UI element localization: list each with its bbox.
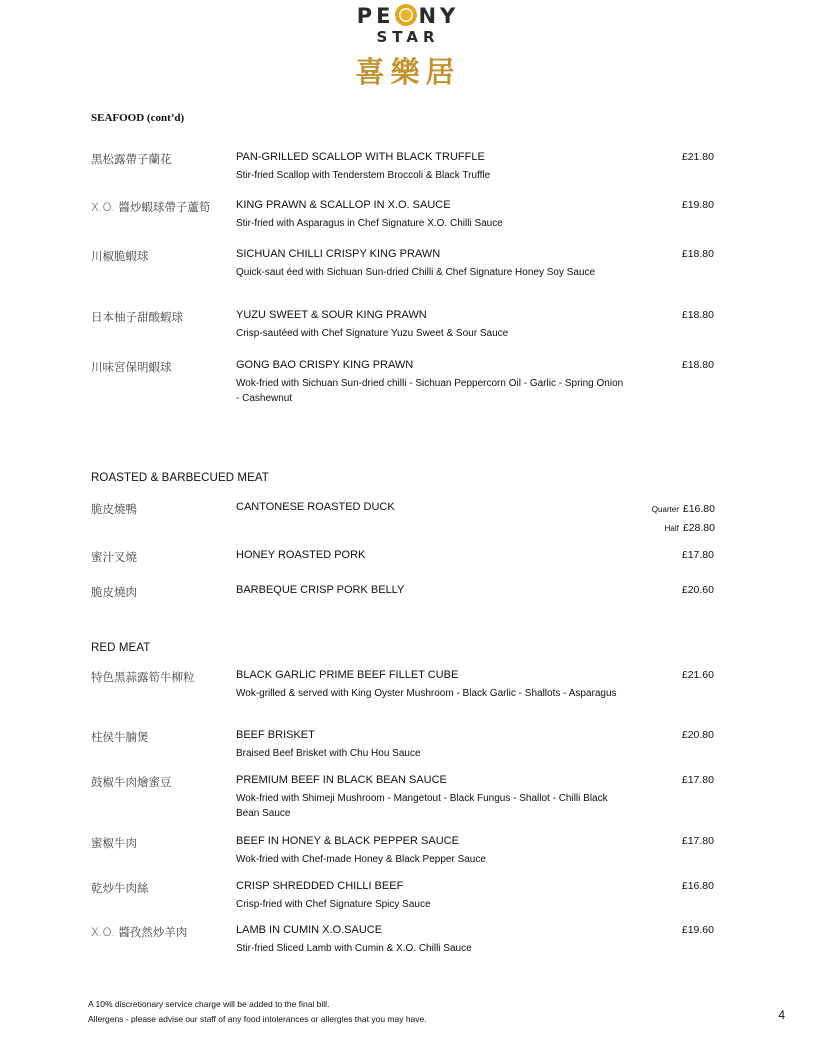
- item-price: £17.80: [681, 549, 714, 561]
- item-name: BARBEQUE CRISP PORK BELLY: [236, 584, 405, 596]
- item-name: YUZU SWEET & SOUR KING PRAWN: [236, 309, 427, 321]
- item-name: PAN-GRILLED SCALLOP WITH BLACK TRUFFLE: [236, 151, 485, 163]
- item-price: £20.60: [681, 584, 714, 596]
- item-description: Crisp-fried with Chef Signature Spicy Sauce: [236, 899, 431, 910]
- item-chinese-name: 特色黑蒜露筍牛柳粒: [91, 670, 195, 684]
- section-title-seafood: SEAFOOD (cont’d): [91, 112, 185, 124]
- item-price: £21.60: [681, 669, 714, 681]
- item-description: Wok-grilled & served with King Oyster Mushroom - Black Garlic - Shallots - Asparagus: [236, 688, 617, 699]
- item-name: BEEF IN HONEY & BLACK PEPPER SAUCE: [236, 835, 459, 847]
- item-name: CANTONESE ROASTED DUCK: [236, 501, 395, 513]
- portion-label: Quarter: [651, 505, 679, 514]
- item-description: Stir-fried Sliced Lamb with Cumin & X.O. Chilli Sauce: [236, 943, 472, 954]
- section-title-red-meat: RED MEAT: [91, 642, 151, 654]
- peony-flower-icon: [395, 4, 417, 26]
- item-price: £18.80: [681, 309, 714, 321]
- page-number: 4: [778, 1008, 785, 1022]
- item-price: £16.80: [681, 880, 714, 892]
- item-name: SICHUAN CHILLI CRISPY KING PRAWN: [236, 248, 441, 260]
- item-name: LAMB IN CUMIN X.O.SAUCE: [236, 924, 383, 936]
- item-chinese-name: 川味宮保明蝦球: [91, 360, 172, 374]
- item-price: £20.80: [681, 729, 714, 741]
- item-name: BEEF BRISKET: [236, 729, 315, 741]
- item-chinese-name: X.O. 醬炒蝦球帶子蘆筍: [91, 200, 211, 214]
- item-price-half: [665, 522, 715, 534]
- item-price-quarter: [652, 503, 715, 515]
- item-chinese-name: X.O. 醬孜然炒羊肉: [91, 925, 188, 939]
- footer-notes: [88, 997, 427, 1027]
- portion-price: £28.80: [682, 522, 715, 534]
- portion-label: Half: [664, 524, 679, 533]
- item-name: HONEY ROASTED PORK: [236, 549, 366, 561]
- item-chinese-name: 黑松露帶子蘭花: [91, 152, 172, 166]
- item-chinese-name: 蜜椒牛肉: [91, 836, 137, 850]
- item-name: KING PRAWN & SCALLOP IN X.O. SAUCE: [236, 199, 451, 211]
- item-chinese-name: 脆皮燒鴨: [91, 502, 137, 516]
- item-name: GONG BAO CRISPY KING PRAWN: [236, 359, 414, 371]
- item-description: Stir-fried with Asparagus in Chef Signature X.O. Chilli Sauce: [236, 218, 503, 229]
- item-description: Wok-fried with Shimeji Mushroom - Mangetout - Black Fungus - Shallot - Chilli Black Bean Sauce: [236, 793, 608, 819]
- item-description: Wok-fried with Sichuan Sun-dried chilli - Sichuan Peppercorn Oil - Garlic - Spring Onion - Cashewnut: [236, 378, 624, 404]
- service-charge-note: A 10% discretionary service charge will be added to the final bill.: [88, 999, 330, 1009]
- section-title-roasted: ROASTED & BARBECUED MEAT: [91, 472, 269, 484]
- item-price: £17.80: [681, 835, 714, 847]
- item-description: Crisp-sautéed with Chef Signature Yuzu Sweet & Sour Sauce: [236, 328, 509, 339]
- item-price: £17.80: [681, 774, 714, 786]
- item-chinese-name: 脆皮燒肉: [91, 585, 137, 599]
- portion-price: £16.80: [682, 503, 715, 515]
- item-price: £18.80: [681, 248, 714, 260]
- item-price: £19.80: [681, 199, 714, 211]
- item-chinese-name: 柱侯牛腩煲: [91, 730, 149, 744]
- item-description: Wok-fried with Chef-made Honey & Black Pepper Sauce: [236, 854, 486, 865]
- logo-wordmark: PE NY: [356, 4, 460, 28]
- item-description: Stir-fried Scallop with Tenderstem Broccoli & Black Truffle: [236, 170, 491, 181]
- restaurant-logo: [0, 0, 816, 92]
- item-price: £19.60: [681, 924, 714, 936]
- item-description: Quick-saut éed with Sichuan Sun-dried Chilli & Chef Signature Honey Soy Sauce: [236, 267, 596, 278]
- item-name: BLACK GARLIC PRIME BEEF FILLET CUBE: [236, 669, 459, 681]
- item-description: Braised Beef Brisket with Chu Hou Sauce: [236, 748, 421, 759]
- item-price: £21.80: [681, 151, 714, 163]
- item-chinese-name: 日本柚子甜酸蝦球: [91, 310, 183, 324]
- item-chinese-name: 蜜汁叉燒: [91, 550, 137, 564]
- item-chinese-name: 川椒脆蝦球: [91, 249, 149, 263]
- logo-subtitle: STAR: [376, 28, 440, 46]
- item-name: CRISP SHREDDED CHILLI BEEF: [236, 880, 404, 892]
- allergens-note: Allergens - please advise our staff of any food intolerances or allergies that you may have.: [88, 1014, 427, 1024]
- item-price: £18.80: [681, 359, 714, 371]
- item-chinese-name: 乾炒牛肉絲: [91, 881, 149, 895]
- item-name: PREMIUM BEEF IN BLACK BEAN SAUCE: [236, 774, 447, 786]
- logo-chinese-name: 喜樂居: [355, 55, 461, 89]
- item-chinese-name: 鼓椒牛肉燴蜜豆: [91, 775, 172, 789]
